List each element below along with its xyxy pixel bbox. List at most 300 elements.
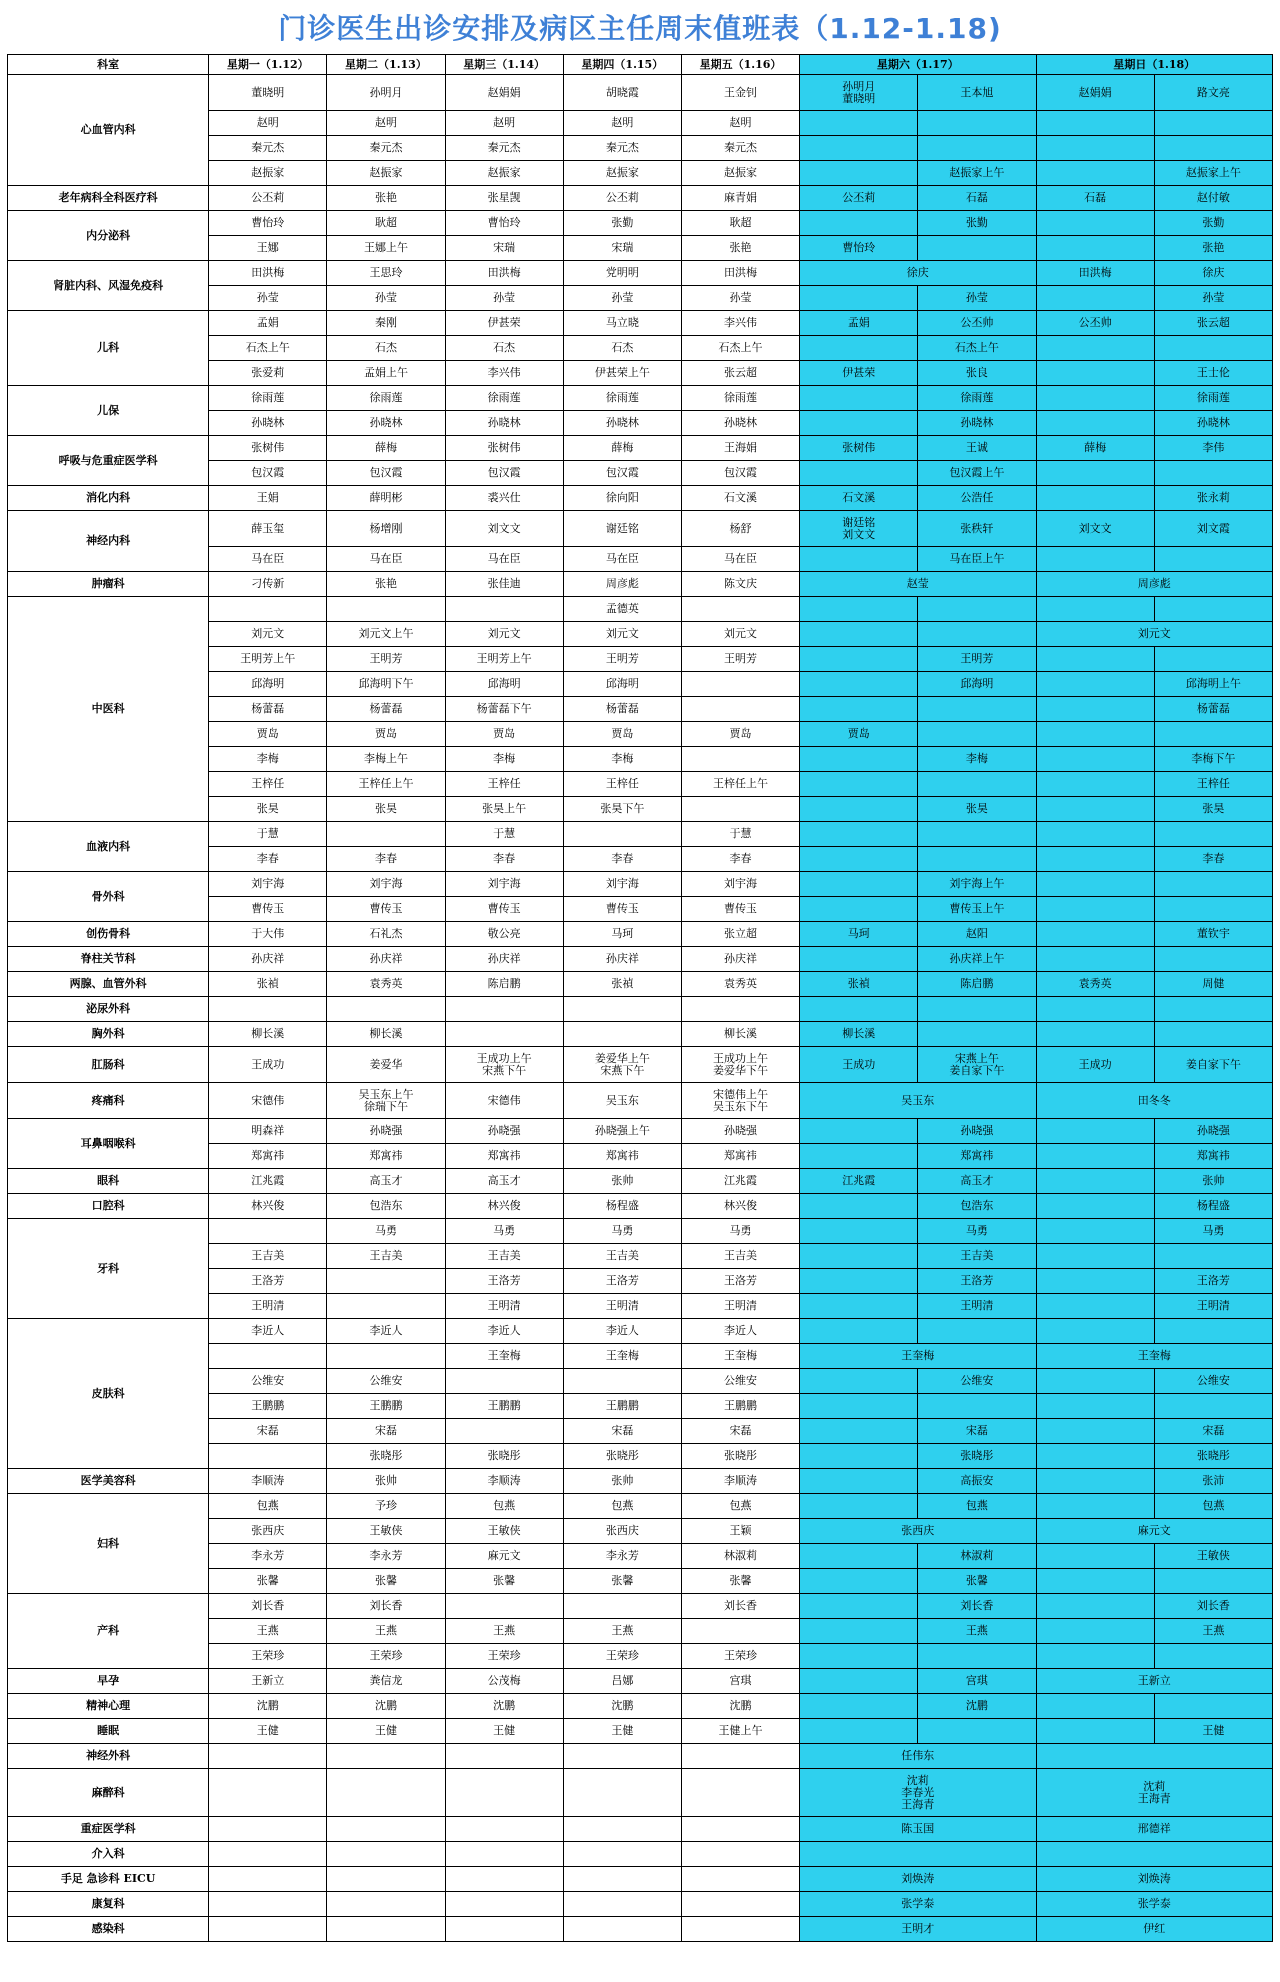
schedule-cell: 孙庆祥: [681, 947, 799, 972]
schedule-cell: 王成功: [1036, 1047, 1154, 1083]
schedule-cell: [209, 1917, 327, 1942]
schedule-cell: 王健: [445, 1719, 563, 1744]
schedule-cell: 王明清: [918, 1294, 1036, 1319]
schedule-cell: 林兴俊: [445, 1194, 563, 1219]
schedule-cell: [327, 1744, 445, 1769]
schedule-cell: 薛梅: [327, 436, 445, 461]
schedule-cell: 张云超: [1154, 311, 1272, 336]
schedule-cell: 赵娟娟: [445, 75, 563, 111]
schedule-cell: 孙晓强: [327, 1119, 445, 1144]
schedule-cell: 孙莹: [1154, 286, 1272, 311]
schedule-cell: 赵振家: [327, 161, 445, 186]
schedule-cell: [1036, 597, 1154, 622]
schedule-cell: 刘宇海: [563, 872, 681, 897]
schedule-cell: 胡晓霞: [563, 75, 681, 111]
schedule-cell: [1154, 1022, 1272, 1047]
schedule-cell: [327, 597, 445, 622]
schedule-cell: 张树伟: [445, 436, 563, 461]
schedule-cell: [800, 847, 918, 872]
schedule-cell: 于慧: [445, 822, 563, 847]
schedule-cell: 徐庆: [800, 261, 1036, 286]
department-cell: 介入科: [8, 1842, 209, 1867]
schedule-cell: [681, 997, 799, 1022]
schedule-cell: [563, 1842, 681, 1867]
table-row: [8, 997, 1273, 1022]
schedule-cell: 王梓任: [445, 772, 563, 797]
schedule-cell: 张勤: [918, 211, 1036, 236]
schedule-cell: 包汉霞上午: [918, 461, 1036, 486]
schedule-table: [7, 54, 1273, 1942]
schedule-cell: 李兴伟: [445, 361, 563, 386]
schedule-cell: 赵振家: [681, 161, 799, 186]
schedule-cell: 田洪梅: [681, 261, 799, 286]
schedule-cell: [800, 336, 918, 361]
schedule-cell: 秦元杰: [563, 136, 681, 161]
schedule-cell: 李顺涛: [681, 1469, 799, 1494]
schedule-cell: 刘长香: [918, 1594, 1036, 1619]
schedule-cell: [1036, 111, 1154, 136]
schedule-cell: [1036, 161, 1154, 186]
schedule-cell: 王娟: [209, 486, 327, 511]
schedule-cell: [1154, 1569, 1272, 1594]
schedule-cell: [445, 1769, 563, 1817]
schedule-cell: [563, 822, 681, 847]
schedule-cell: 王燕: [1154, 1619, 1272, 1644]
schedule-cell: 林兴俊: [209, 1194, 327, 1219]
table-row: [8, 822, 1273, 847]
schedule-cell: 张艳: [327, 186, 445, 211]
department-cell: 消化内科: [8, 486, 209, 511]
schedule-cell: [918, 597, 1036, 622]
schedule-cell: 宋磊: [327, 1419, 445, 1444]
schedule-cell: 孙晓林: [1154, 411, 1272, 436]
schedule-cell: 徐庆: [1154, 261, 1272, 286]
schedule-cell: 李梅: [563, 747, 681, 772]
schedule-cell: 刁传新: [209, 572, 327, 597]
schedule-cell: 包燕: [563, 1494, 681, 1519]
schedule-cell: 王士伦: [1154, 361, 1272, 386]
schedule-cell: [800, 697, 918, 722]
schedule-cell: [563, 1892, 681, 1917]
schedule-cell: 孙晓林: [563, 411, 681, 436]
schedule-cell: 宋瑞: [563, 236, 681, 261]
schedule-cell: 石杰: [327, 336, 445, 361]
department-cell: 疼痛科: [8, 1083, 209, 1119]
schedule-cell: [1036, 336, 1154, 361]
schedule-cell: [918, 1394, 1036, 1419]
schedule-cell: 张昊上午: [445, 797, 563, 822]
schedule-cell: 曹传玉上午: [918, 897, 1036, 922]
schedule-cell: 王洛芳: [563, 1269, 681, 1294]
schedule-cell: [563, 1867, 681, 1892]
schedule-cell: [1036, 1744, 1273, 1769]
schedule-cell: 伊红: [1036, 1917, 1273, 1942]
schedule-cell: 曹传玉: [445, 897, 563, 922]
column-header: 星期三（1.14）: [445, 55, 563, 75]
schedule-cell: 吴玉东: [800, 1083, 1036, 1119]
schedule-cell: 袁秀英: [1036, 972, 1154, 997]
schedule-cell: 马在臣: [563, 547, 681, 572]
schedule-cell: 李近人: [681, 1319, 799, 1344]
table-row: [8, 1842, 1273, 1867]
department-cell: 早孕: [8, 1669, 209, 1694]
schedule-cell: 公维安: [681, 1369, 799, 1394]
schedule-cell: [563, 1817, 681, 1842]
schedule-cell: 王梓任: [209, 772, 327, 797]
schedule-cell: [918, 847, 1036, 872]
schedule-cell: 贾岛: [209, 722, 327, 747]
schedule-cell: 张禎: [563, 972, 681, 997]
schedule-cell: 柳长溪: [800, 1022, 918, 1047]
schedule-cell: [800, 411, 918, 436]
schedule-cell: [1036, 1719, 1154, 1744]
schedule-cell: 赵振家: [209, 161, 327, 186]
schedule-cell: [918, 136, 1036, 161]
schedule-cell: [445, 1917, 563, 1942]
schedule-cell: [800, 622, 918, 647]
department-cell: 肾脏内科、风湿免疫科: [8, 261, 209, 311]
schedule-cell: [800, 947, 918, 972]
schedule-cell: 张星觊: [445, 186, 563, 211]
schedule-cell: 张昊下午: [563, 797, 681, 822]
schedule-cell: [800, 822, 918, 847]
department-cell: 心血管内科: [8, 75, 209, 186]
schedule-cell: [327, 997, 445, 1022]
schedule-cell: 王明清: [681, 1294, 799, 1319]
schedule-cell: 郑寓祎: [327, 1144, 445, 1169]
schedule-cell: [800, 1369, 918, 1394]
schedule-cell: [563, 1917, 681, 1942]
schedule-cell: 马在臣: [445, 547, 563, 572]
schedule-cell: 秦元杰: [681, 136, 799, 161]
schedule-cell: [918, 622, 1036, 647]
schedule-cell: 王明芳: [681, 647, 799, 672]
cell-line: 王成功上午: [476, 1051, 532, 1065]
schedule-cell: 曹怡玲: [209, 211, 327, 236]
schedule-cell: 公维安: [327, 1369, 445, 1394]
schedule-cell: 赵振家上午: [918, 161, 1036, 186]
table-row: [8, 1917, 1273, 1942]
department-cell: 创伤骨科: [8, 922, 209, 947]
schedule-cell: 于慧: [209, 822, 327, 847]
department-cell: 中医科: [8, 597, 209, 822]
schedule-cell: [1154, 872, 1272, 897]
schedule-cell: 公丕莉: [800, 186, 918, 211]
schedule-cell: 孙庆祥: [563, 947, 681, 972]
schedule-cell: 贾岛: [800, 722, 918, 747]
schedule-cell: 赵娟娟: [1036, 75, 1154, 111]
schedule-cell: 张佳迪: [445, 572, 563, 597]
cell-line: 王海青: [1137, 1791, 1171, 1805]
schedule-cell: 张禎: [800, 972, 918, 997]
schedule-cell: [918, 111, 1036, 136]
schedule-cell: 孟德英: [563, 597, 681, 622]
schedule-cell: 王鹏鹏: [563, 1394, 681, 1419]
schedule-cell: 田洪梅: [445, 261, 563, 286]
schedule-cell: 孙晓林: [327, 411, 445, 436]
schedule-cell: 公维安: [1154, 1369, 1272, 1394]
department-cell: 麻醉科: [8, 1769, 209, 1817]
schedule-cell: [1036, 1569, 1154, 1594]
schedule-cell: 王燕: [445, 1619, 563, 1644]
schedule-cell: 郑寓祎: [918, 1144, 1036, 1169]
schedule-cell: 王吉美: [681, 1244, 799, 1269]
schedule-cell: 郑寓祎: [1154, 1144, 1272, 1169]
schedule-cell: 石礼杰: [327, 922, 445, 947]
schedule-cell: 赵振家上午: [1154, 161, 1272, 186]
cell-line: 宋燕下午: [600, 1063, 645, 1077]
schedule-cell: [800, 1119, 918, 1144]
schedule-cell: 徐雨莲: [918, 386, 1036, 411]
schedule-cell: 王洛芳: [1154, 1269, 1272, 1294]
schedule-cell: 马珂: [800, 922, 918, 947]
schedule-cell: 孙莹: [918, 286, 1036, 311]
schedule-cell: [209, 597, 327, 622]
schedule-cell: [209, 1817, 327, 1842]
schedule-cell: 石杰: [563, 336, 681, 361]
schedule-cell: 王明芳上午: [209, 647, 327, 672]
schedule-cell: 王健上午: [681, 1719, 799, 1744]
schedule-cell: 王梓任: [563, 772, 681, 797]
schedule-cell: [800, 1594, 918, 1619]
schedule-cell: 陈启鹏: [918, 972, 1036, 997]
department-cell: 儿科: [8, 311, 209, 386]
schedule-cell: [1036, 1544, 1154, 1569]
schedule-cell: 王敏侠: [1154, 1544, 1272, 1569]
schedule-cell: 王洛芳: [209, 1269, 327, 1294]
schedule-cell: [327, 1892, 445, 1917]
schedule-cell: [445, 1744, 563, 1769]
schedule-cell: 于大伟: [209, 922, 327, 947]
schedule-cell: 王奎梅: [800, 1344, 1036, 1369]
column-header: 星期六（1.17）: [800, 55, 1036, 75]
schedule-cell: 郑寓祎: [681, 1144, 799, 1169]
schedule-cell: 柳长溪: [681, 1022, 799, 1047]
schedule-cell: 赵明: [681, 111, 799, 136]
schedule-cell: [1154, 111, 1272, 136]
schedule-cell: 陈启鹏: [445, 972, 563, 997]
schedule-cell: 包汉霞: [327, 461, 445, 486]
schedule-cell: [327, 1917, 445, 1942]
schedule-cell: [1036, 1394, 1154, 1419]
schedule-cell: 孟娟上午: [327, 361, 445, 386]
schedule-cell: 包汉霞: [563, 461, 681, 486]
column-header: 星期四（1.15）: [563, 55, 681, 75]
schedule-cell: 石杰: [445, 336, 563, 361]
schedule-cell: 江兆霞: [681, 1169, 799, 1194]
schedule-cell: [445, 1892, 563, 1917]
schedule-cell: 薛明彬: [327, 486, 445, 511]
schedule-cell: [1154, 997, 1272, 1022]
schedule-cell: 马勇: [445, 1219, 563, 1244]
schedule-cell: [327, 1344, 445, 1369]
schedule-cell: [918, 1719, 1036, 1744]
schedule-cell: [445, 1842, 563, 1867]
schedule-cell: [1036, 1619, 1154, 1644]
cell-line: 董晓明: [842, 91, 876, 105]
table-row: [8, 211, 1273, 236]
schedule-cell: 王吉美: [563, 1244, 681, 1269]
schedule-cell: 高玉才: [918, 1169, 1036, 1194]
schedule-cell: 曹传玉: [209, 897, 327, 922]
schedule-cell: 李春: [445, 847, 563, 872]
schedule-cell: 王荣珍: [327, 1644, 445, 1669]
schedule-cell: [1154, 136, 1272, 161]
schedule-cell: [800, 211, 918, 236]
schedule-cell: 林淑莉: [681, 1544, 799, 1569]
schedule-cell: 刘宇海: [681, 872, 799, 897]
schedule-cell: 杨增刚: [327, 511, 445, 547]
schedule-cell: [1154, 947, 1272, 972]
schedule-cell: 赵振家: [563, 161, 681, 186]
schedule-cell: 张帅: [327, 1469, 445, 1494]
table-row: [8, 261, 1273, 286]
schedule-cell: 刘宇海: [209, 872, 327, 897]
schedule-cell: 宋瑞: [445, 236, 563, 261]
schedule-cell: 曹怡玲: [800, 236, 918, 261]
schedule-cell: 吴玉东: [563, 1083, 681, 1119]
schedule-cell: [800, 1219, 918, 1244]
department-cell: 精神心理: [8, 1694, 209, 1719]
schedule-cell: 王健: [1154, 1719, 1272, 1744]
schedule-cell: [681, 747, 799, 772]
schedule-cell: [800, 797, 918, 822]
cell-line: 姜爱华上午: [594, 1051, 650, 1065]
schedule-cell: [800, 672, 918, 697]
schedule-cell: [563, 1022, 681, 1047]
schedule-cell: [445, 997, 563, 1022]
department-cell: 手足 急诊科 EICU: [8, 1867, 209, 1892]
schedule-cell: 公浩任: [918, 486, 1036, 511]
schedule-cell: 宫琪: [918, 1669, 1036, 1694]
schedule-cell: 包燕: [445, 1494, 563, 1519]
schedule-cell: 宋德伟: [445, 1083, 563, 1119]
department-cell: 呼吸与危重症医学科: [8, 436, 209, 486]
schedule-cell: 张沛: [1154, 1469, 1272, 1494]
schedule-cell: 杨蕾磊: [327, 697, 445, 722]
schedule-cell: 刘长香: [209, 1594, 327, 1619]
schedule-cell: [1036, 1294, 1154, 1319]
schedule-cell: 张永莉: [1154, 486, 1272, 511]
schedule-cell: [563, 1047, 681, 1083]
schedule-cell: [1036, 772, 1154, 797]
cell-line: 沈莉: [906, 1773, 929, 1787]
schedule-cell: [1036, 1369, 1154, 1394]
schedule-cell: 王明才: [800, 1917, 1036, 1942]
schedule-cell: 包浩东: [327, 1194, 445, 1219]
schedule-cell: 王鹏鹏: [681, 1394, 799, 1419]
schedule-cell: 袁秀英: [681, 972, 799, 997]
table-row: [8, 1669, 1273, 1694]
schedule-cell: [209, 1867, 327, 1892]
cell-line: 刘文文: [842, 527, 876, 541]
department-cell: 重症医学科: [8, 1817, 209, 1842]
schedule-cell: 耿超: [327, 211, 445, 236]
schedule-cell: 孙庆祥: [327, 947, 445, 972]
schedule-cell: [681, 1867, 799, 1892]
schedule-cell: 李兴伟: [681, 311, 799, 336]
schedule-cell: 包浩东: [918, 1194, 1036, 1219]
schedule-cell: 袁秀英: [327, 972, 445, 997]
schedule-cell: [445, 1419, 563, 1444]
schedule-cell: 张馨: [327, 1569, 445, 1594]
schedule-cell: 王健: [327, 1719, 445, 1744]
schedule-cell: 郑寓祎: [445, 1144, 563, 1169]
department-cell: 妇科: [8, 1494, 209, 1594]
schedule-cell: 姜自家下午: [1154, 1047, 1272, 1083]
schedule-cell: 王奎梅: [445, 1344, 563, 1369]
schedule-cell: 王荣珍: [563, 1644, 681, 1669]
schedule-cell: 陈文庆: [681, 572, 799, 597]
schedule-cell: [800, 997, 918, 1022]
schedule-cell: 张馨: [681, 1569, 799, 1594]
schedule-cell: 高振安: [918, 1469, 1036, 1494]
schedule-cell: [445, 1022, 563, 1047]
schedule-cell: [681, 672, 799, 697]
schedule-cell: 张艳: [1154, 236, 1272, 261]
department-cell: 牙科: [8, 1219, 209, 1319]
schedule-cell: [1036, 1022, 1154, 1047]
schedule-cell: 刘元文: [681, 622, 799, 647]
schedule-cell: 秦刚: [327, 311, 445, 336]
schedule-cell: 张馨: [209, 1569, 327, 1594]
schedule-cell: 赵明: [445, 111, 563, 136]
schedule-cell: [209, 1444, 327, 1469]
schedule-cell: 林淑莉: [918, 1544, 1036, 1569]
schedule-cell: 孙晓林: [681, 411, 799, 436]
schedule-cell: 王海娟: [681, 436, 799, 461]
schedule-cell: 王荣珍: [445, 1644, 563, 1669]
table-row: [8, 486, 1273, 511]
schedule-cell: 公丕帅: [1036, 311, 1154, 336]
schedule-cell: [681, 1047, 799, 1083]
schedule-cell: [1154, 822, 1272, 847]
schedule-cell: 赵振家: [445, 161, 563, 186]
cell-line: 姜自家下午: [949, 1063, 1005, 1077]
schedule-cell: 王梓任: [1154, 772, 1272, 797]
schedule-cell: 刘焕涛: [800, 1867, 1036, 1892]
table-row: [8, 1867, 1273, 1892]
schedule-cell: 王敏侠: [445, 1519, 563, 1544]
schedule-cell: 李近人: [445, 1319, 563, 1344]
table-row: [8, 597, 1273, 622]
schedule-cell: 王吉美: [918, 1244, 1036, 1269]
table-row: [8, 311, 1273, 336]
schedule-cell: [681, 697, 799, 722]
schedule-cell: 公维安: [918, 1369, 1036, 1394]
schedule-cell: 粪信龙: [327, 1669, 445, 1694]
schedule-cell: [563, 1744, 681, 1769]
schedule-cell: 张昊: [209, 797, 327, 822]
cell-line: 徐瑞下午: [363, 1099, 408, 1113]
schedule-cell: 田洪梅: [1036, 261, 1154, 286]
schedule-cell: 张西庆: [563, 1519, 681, 1544]
schedule-cell: 张艳: [327, 572, 445, 597]
schedule-cell: 徐雨莲: [681, 386, 799, 411]
schedule-cell: [800, 1269, 918, 1294]
schedule-cell: 张秩轩: [918, 511, 1036, 547]
schedule-cell: 赵明: [209, 111, 327, 136]
schedule-cell: 徐雨莲: [209, 386, 327, 411]
schedule-cell: 江兆霞: [209, 1169, 327, 1194]
schedule-cell: [800, 1569, 918, 1594]
schedule-cell: 包汉霞: [209, 461, 327, 486]
schedule-cell: [1154, 336, 1272, 361]
schedule-cell: 张晓彤: [563, 1444, 681, 1469]
cell-line: 宋燕上午: [954, 1051, 999, 1065]
column-header: 星期一（1.12）: [209, 55, 327, 75]
schedule-cell: 刘宇海上午: [918, 872, 1036, 897]
